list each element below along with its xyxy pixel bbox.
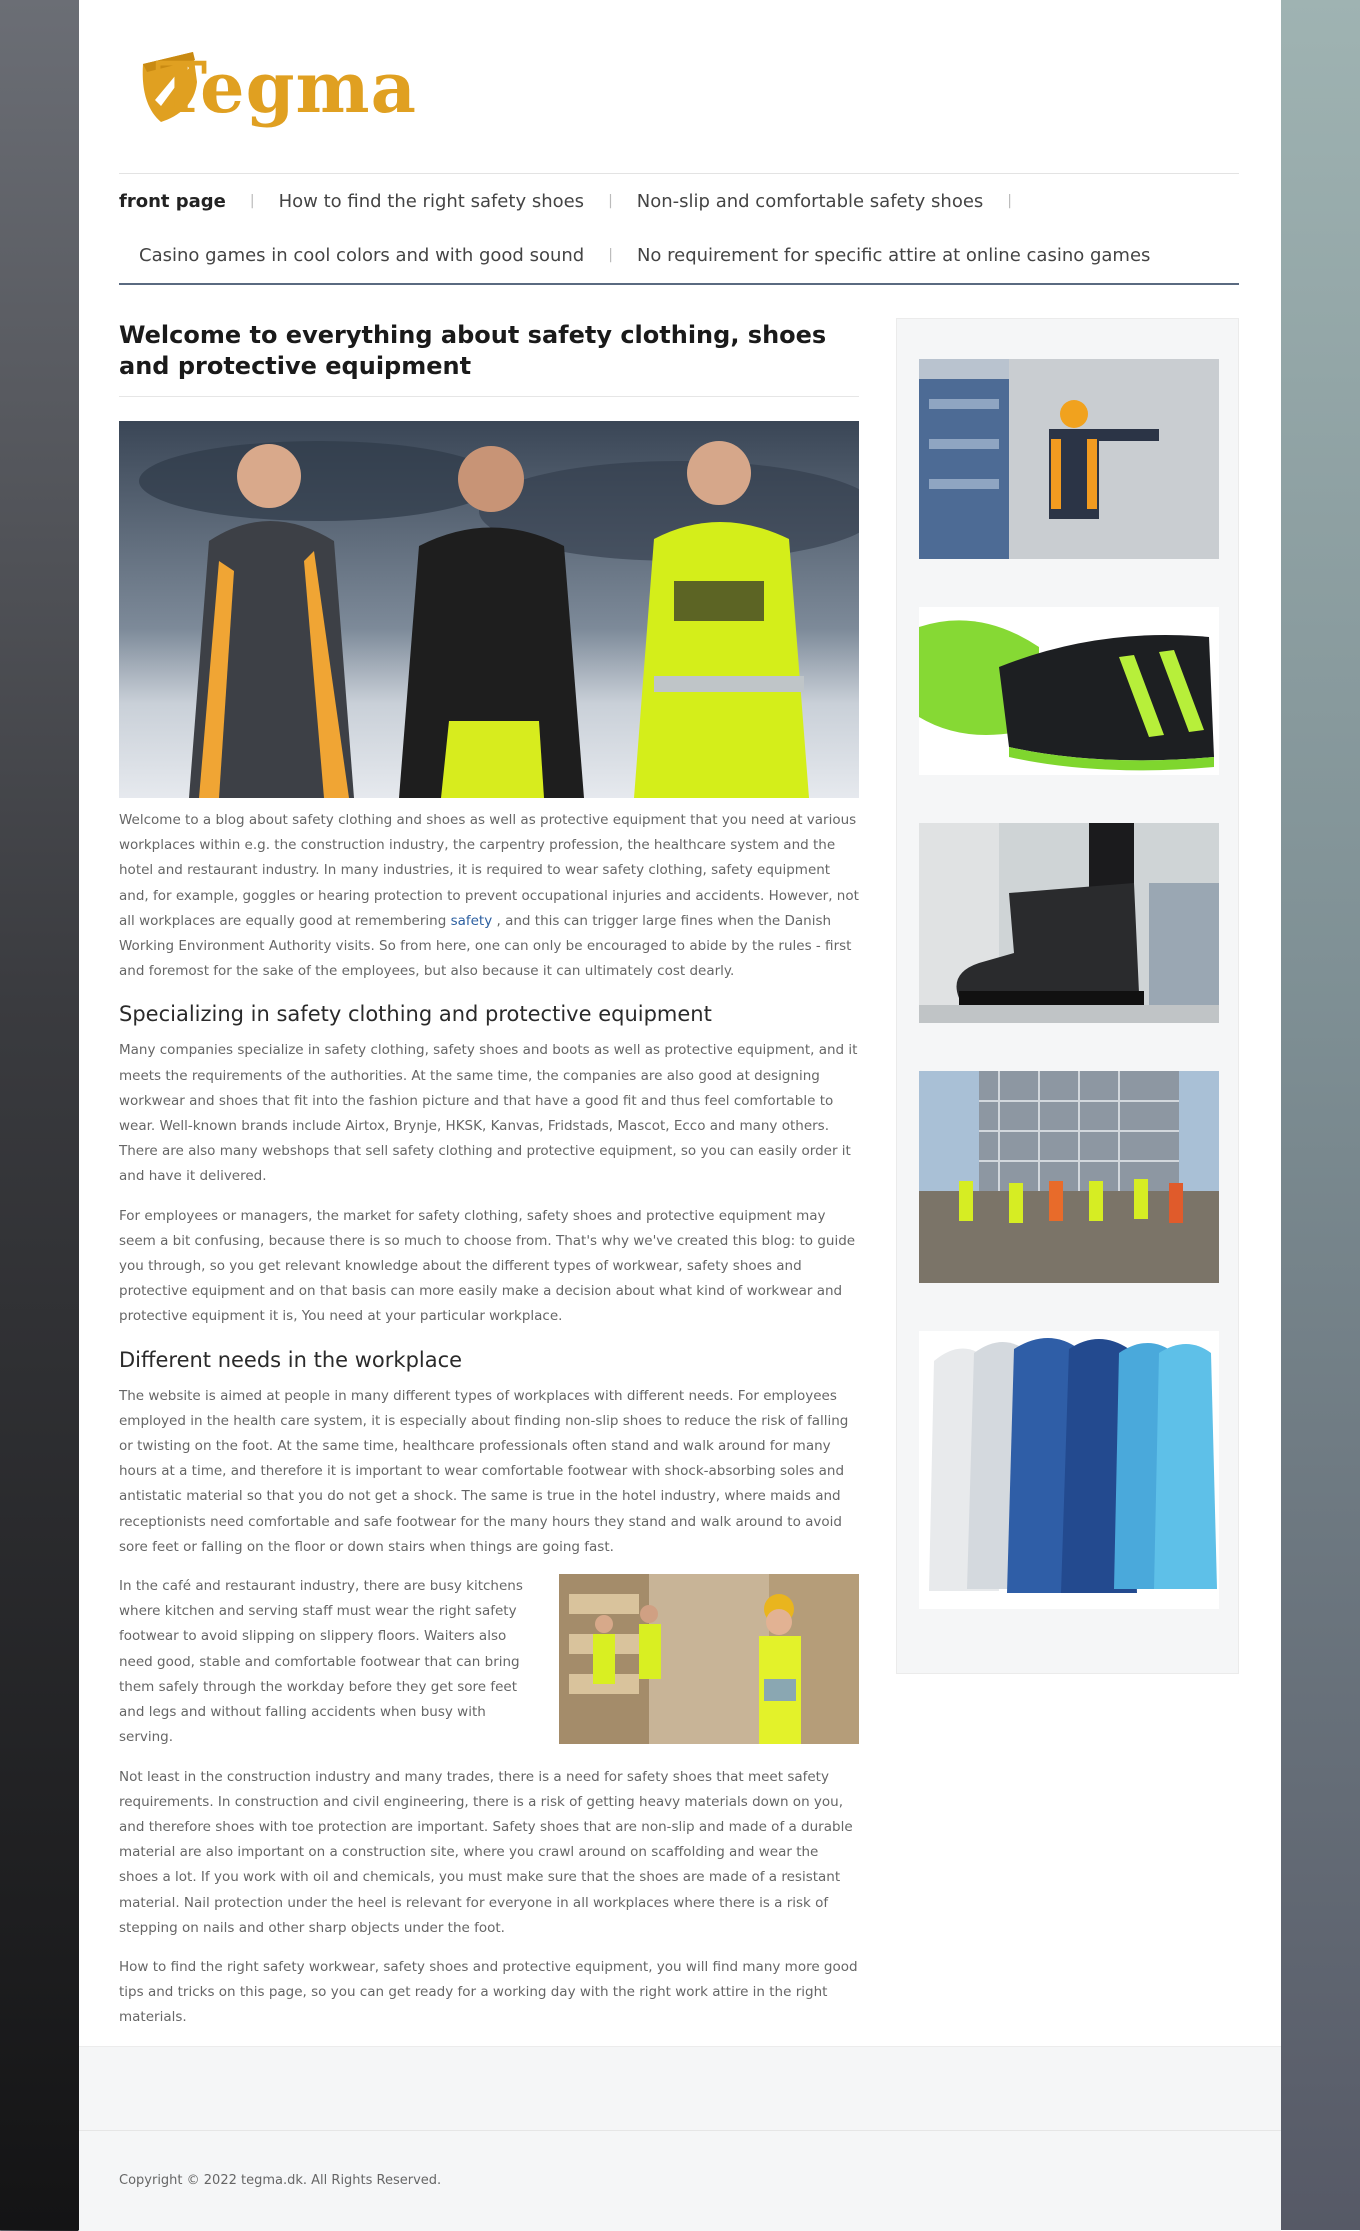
paragraph-restaurant: In the café and restaurant industry, there are busy kitchens where kitchen and serving staff must wear the right safety footwear to avoid slipping on slippery floors. Waiters also need good, stable and comfortable footwear that can bring them safely through the workday before they get sore feet and legs and without falling accidents when busy with serving. (119, 1578, 523, 1746)
site-logo-text[interactable]: Tegma (155, 46, 417, 129)
nav-separator: | (249, 193, 255, 209)
sidebar-image-safety-shoe[interactable] (919, 607, 1219, 775)
nav-bottom-divider (119, 283, 1239, 285)
section-heading-different-needs: Different needs in the workplace (119, 1347, 463, 1372)
paragraph-brands: Many companies specialize in safety clothing, safety shoes and boots as well as protective equipment, and it meets the requirements of the authorities. At the same time, the companies are also good at designing workwear and shoes that fit into the fashion picture and that have a good fit and thus feel comfortable to wear. Well-known brands include Airtox, Brynje, HKSK, Kanvas, Fridstads, Mascot, Ecco and many others. There are also many webshops that sell safety clothing and protective equipment, so you can easily order it and have it delivered. (119, 1042, 858, 1185)
background-left (0, 0, 79, 2230)
nav-item-right-safety-shoes[interactable]: How to find the right safety shoes (278, 190, 585, 212)
nav-item-online-casino-attire[interactable]: No requirement for specific attire at online casino games (636, 244, 1151, 266)
paragraph-market-guide: For employees or managers, the market for safety clothing, safety shoes and protective equipment may seem a bit confusing, because there is so much to choose from. That's why we've created this blog: to guide you through, so you get relevant knowledge about the different types of workwear, safety shoes and protective equipment and on that basis can more easily make a decision about what kind of workwear and protective equipment it is, You need at your particular workplace. (119, 1207, 856, 1325)
paragraph-conclusion: How to find the right safety workwear, safety shoes and protective equipment, you will find many more good tips and tricks on this page, so you can get ready for a working day with the right work attire in the right materials. (119, 1958, 858, 2026)
paragraph-healthcare: The website is aimed at people in many different types of workplaces with different needs. For employees employed in the health care system, it is especially about finding non-slip shoes to reduce the risk of falling or twisting on the foot. At the same time, healthcare professionals often stand and walk around for many hours at a time, and therefore it is important to wear comfortable footwear with shock-absorbing soles and antistatic material so that you do not get a shock. The same is true in the hotel industry, where maids and receptionists need comfortable and safe footwear for the many hours they stand and walk around to avoid sore feet or falling on the floor or down stairs when things are going fast. (119, 1387, 849, 1555)
main-content (119, 320, 859, 2031)
site-footer (79, 2130, 1281, 2231)
nav-separator: | (608, 193, 613, 209)
sidebar-image-work-boot[interactable] (919, 823, 1219, 1023)
section-heading-specializing: Specializing in safety clothing and protective equipment (119, 1002, 712, 1027)
page-container (79, 0, 1281, 2230)
page-title: Welcome to everything about safety clothing, shoes and protective equipment (119, 320, 859, 397)
hero-image-workwear-models (119, 421, 859, 798)
nav-item-front-page[interactable]: front page (119, 190, 226, 212)
intro-paragraph: Welcome to a blog about safety clothing and shoes as well as protective equipment that you need at various workplaces within e.g. the construction industry, the carpentry profession, the healthcare system and the hotel and restaurant industry. In many industries, it is required to wear safety clothing, safety equipment and, for example, goggles or hearing protection to prevent occupational injuries and accidents. However, not all workplaces are equally good at remembering safety , and this can trigger large fines when the Danish Working Environment Authority visits. So from here, one can only be encouraged to abide by the rules - first and foremost for the sake of the employees, but also because it can ultimately cost dearly. (119, 812, 859, 980)
copyright-text: Copyright © 2022 tegma.dk. All Rights Reserved. (119, 2173, 442, 2188)
nav-separator: | (608, 247, 613, 263)
safety-link[interactable]: safety (450, 912, 493, 929)
sidebar-image-protective-coveralls[interactable] (919, 1331, 1219, 1609)
nav-item-casino-games[interactable]: Casino games in cool colors and with good sound (139, 244, 585, 266)
background-right (1281, 0, 1360, 2230)
sidebar (896, 318, 1239, 1674)
nav-separator: | (1007, 193, 1013, 209)
sidebar-image-construction-worker[interactable] (919, 359, 1219, 559)
nav-item-non-slip-shoes[interactable]: Non-slip and comfortable safety shoes (636, 190, 984, 212)
sidebar-image-construction-site-team[interactable] (919, 1071, 1219, 1283)
warehouse-workers-image (559, 1574, 859, 1744)
paragraph-construction: Not least in the construction industry and many trades, there is a need for safety shoes that meet safety requirements. In construction and civil engineering, there is a risk of getting heavy materials down on you, and therefore shoes with toe protection are important. Safety shoes that are non-slip and made of a durable material are also important on a construction site, where you crawl around on scaffolding and wear the shoes a lot. If you work with oil and chemicals, you must make sure that the shoes are made of a resistant material. Nail protection under the heel is relevant for everyone in all workplaces where there is a risk of stepping on nails and other sharp objects under the foot. (119, 1768, 853, 1936)
footer-widgets-area (79, 2046, 1281, 2131)
